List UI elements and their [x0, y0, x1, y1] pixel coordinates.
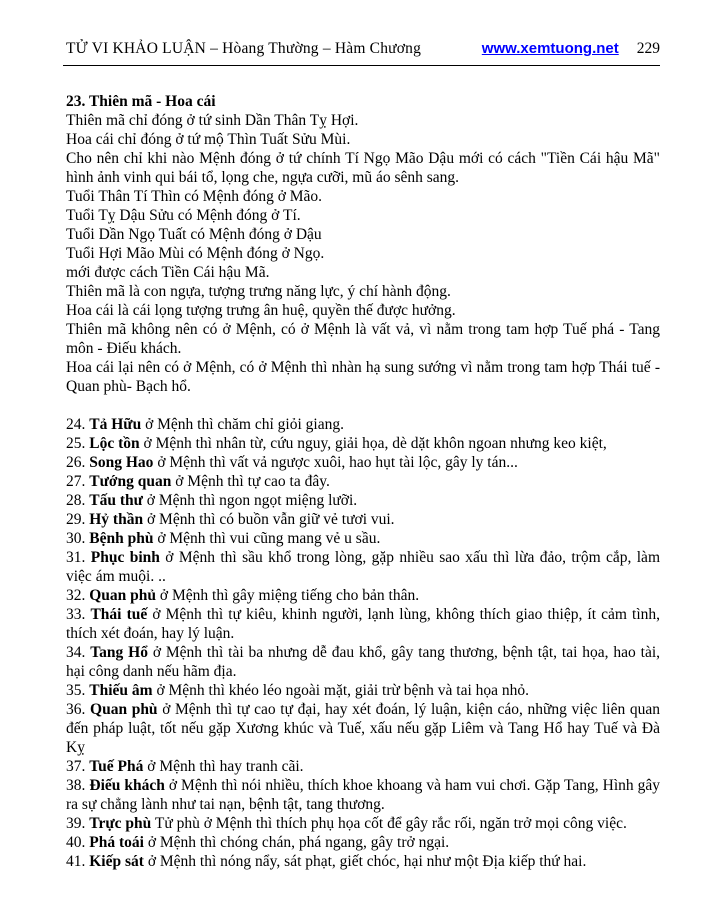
item-star-name: Thái tuế: [90, 606, 148, 623]
item-text: ở Mệnh thì chóng chán, phá ngang, gây trở ngại.: [143, 834, 450, 851]
list-item: [66, 643, 660, 681]
item-star-name: Quan phù: [90, 701, 158, 718]
paragraph-spacer: [66, 396, 660, 415]
list-item: [66, 472, 660, 491]
list-item: [66, 776, 660, 814]
page-number: 229: [636, 40, 660, 57]
item-number: 27.: [66, 473, 90, 490]
item-text: ở Mệnh thì nóng nẩy, sát phạt, giết chóc, hại như một Địa kiếp thứ hai.: [143, 853, 587, 870]
section-heading: 23. Thiên mã - Hoa cái: [66, 93, 216, 110]
paragraph: Cho nên chỉ khi nào Mệnh đóng ở tứ chính Tí Ngọ Mão Dậu mới có cách "Tiền Cái hậu Mã" hình ảnh vinh qui bái tổ, lọng che, ngựa cưỡi, mũ áo sênh sang.: [66, 150, 660, 186]
item-star-name: Phục binh: [90, 549, 160, 566]
item-number: 34.: [66, 644, 91, 661]
item-text: ở Mệnh thì gây miệng tiếng cho bản thân.: [156, 587, 420, 604]
item-number: 35.: [66, 682, 90, 699]
paragraph: Tuổi Dần Ngọ Tuất có Mệnh đóng ở Dậu: [66, 226, 322, 243]
item-number: 24.: [66, 416, 90, 433]
star-list: [66, 415, 660, 871]
list-item: [66, 434, 660, 453]
item-text: ở Mệnh thì vất vả ngược xuôi, hao hụt tài lộc, gây ly tán...: [153, 454, 518, 471]
document-content: [66, 92, 660, 871]
paragraph: Tuổi Tỵ Dậu Sửu có Mệnh đóng ở Tí.: [66, 207, 301, 224]
list-item: [66, 491, 660, 510]
item-text: ở Mệnh thì nhân từ, cứu nguy, giải họa, dè dặt khôn ngoan nhưng keo kiệt,: [139, 435, 607, 452]
item-star-name: Điếu khách: [89, 777, 165, 794]
item-number: 28.: [66, 492, 90, 509]
item-text: ở Mệnh thì ngon ngọt miệng lưỡi.: [142, 492, 358, 509]
item-number: 26.: [66, 454, 90, 471]
item-star-name: Trực phù: [89, 815, 152, 832]
item-star-name: Hỷ thần: [89, 511, 144, 528]
website-link[interactable]: www.xemtuong.net: [481, 40, 619, 57]
item-star-name: Tấu thư: [89, 492, 143, 509]
item-number: 37.: [66, 758, 90, 775]
paragraph: Tuổi Hợi Mão Mùi có Mệnh đóng ở Ngọ.: [66, 245, 325, 262]
intro-paragraphs: [66, 111, 660, 396]
item-text: ở Mệnh thì tự cao ta đây.: [171, 473, 330, 490]
item-star-name: Quan phủ: [89, 587, 157, 604]
item-text: ở Mệnh thì tài ba nhưng dễ đau khổ, gây tang thương, bệnh tật, tai họa, hao tài, hại công danh nếu hãm địa.: [66, 644, 661, 680]
page-header: [66, 40, 660, 58]
item-text: ở Mệnh thì khéo léo ngoài mặt, giải trừ bệnh và tai họa nhỏ.: [152, 682, 530, 699]
item-number: 32.: [66, 587, 90, 604]
list-item: [66, 605, 660, 643]
item-star-name: Phá toái: [89, 834, 144, 851]
item-text: ở Mệnh thì sầu khổ trong lòng, gặp nhiều sao xấu thì lừa đảo, trộm cắp, làm việc ám muội. ..: [66, 549, 660, 585]
paragraph: Hoa cái lại nên có ở Mệnh, có ở Mệnh thì nhàn hạ sung sướng vì nằm trong tam hợp Thái tuế - Quan phù- Bạch hổ.: [66, 359, 660, 395]
item-star-name: Tướng quan: [89, 473, 172, 490]
item-number: 31.: [66, 549, 91, 566]
header-right: [482, 40, 660, 58]
list-item: [66, 548, 660, 586]
list-item: [66, 757, 660, 776]
item-star-name: Tuế Phá: [89, 758, 144, 775]
item-text: Tử phù ở Mệnh thì thích phụ họa cốt để gây rắc rối, ngăn trở mọi công việc.: [151, 815, 627, 832]
item-number: 38.: [66, 777, 90, 794]
item-number: 36.: [66, 701, 91, 718]
item-number: 40.: [66, 834, 90, 851]
paragraph: Thiên mã chỉ đóng ở tứ sinh Dần Thân Tỵ Hợi.: [66, 112, 359, 129]
header-title: TỬ VI KHẢO LUẬN – Hòang Thường – Hàm Chương: [66, 40, 422, 57]
list-item: [66, 833, 660, 852]
item-text: ở Mệnh thì có buồn vẫn giữ vẻ tươi vui.: [143, 511, 395, 528]
item-star-name: Bệnh phù: [89, 530, 154, 547]
item-star-name: Lộc tồn: [89, 435, 140, 452]
item-text: ở Mệnh thì hay tranh cãi.: [143, 758, 304, 775]
paragraph: Thiên mã không nên có ở Mệnh, có ở Mệnh là vất vả, vì nằm trong tam hợp Tuế phá - Tang môn - Điếu khách.: [66, 321, 660, 357]
item-number: 41.: [66, 853, 90, 870]
list-item: [66, 453, 660, 472]
item-star-name: Song Hao: [89, 454, 154, 471]
paragraph: Tuổi Thân Tí Thìn có Mệnh đóng ở Mão.: [66, 188, 323, 205]
item-star-name: Thiếu âm: [89, 682, 153, 699]
item-star-name: Tang Hổ: [90, 644, 148, 661]
item-number: 25.: [66, 435, 90, 452]
list-item: [66, 681, 660, 700]
paragraph: Hoa cái là cái lọng tượng trưng ân huệ, quyền thế được hưởng.: [66, 302, 456, 319]
item-text: ở Mệnh thì nói nhiều, thích khoe khoang và ham vui chơi. Gặp Tang, Hình gây ra sự chẳng lành như tai nạn, bệnh tật, tang thương.: [66, 777, 660, 813]
list-item: [66, 700, 660, 757]
item-number: 39.: [66, 815, 90, 832]
item-number: 33.: [66, 606, 91, 623]
item-text: ở Mệnh thì chăm chỉ giỏi giang.: [141, 416, 344, 433]
item-text: ở Mệnh thì tự cao tự đại, hay xét đoán, lý luận, kiện cáo, những việc liên quan đến pháp luật, tốt nếu gặp Xương khúc và Tuế, xấu nếu gặp Liêm và Tang Hổ hay Tuế và Đà Kỵ: [66, 701, 660, 756]
item-star-name: Tả Hữu: [89, 416, 142, 433]
list-item: [66, 529, 660, 548]
list-item: [66, 415, 660, 434]
paragraph: Thiên mã là con ngựa, tượng trưng năng lực, ý chí hành động.: [66, 283, 451, 300]
item-star-name: Kiếp sát: [89, 853, 144, 870]
item-number: 29.: [66, 511, 90, 528]
list-item: [66, 814, 660, 833]
item-text: ở Mệnh thì tự kiêu, khinh người, lạnh lùng, không thích giao thiệp, ít cảm tình, thích xét đoán, hay lý luận.: [66, 606, 660, 642]
list-item: [66, 510, 660, 529]
list-item: [66, 852, 660, 871]
paragraph: mới được cách Tiền Cái hậu Mã.: [66, 264, 270, 281]
item-number: 30.: [66, 530, 90, 547]
paragraph: Hoa cái chỉ đóng ở tứ mộ Thìn Tuất Sửu Mùi.: [66, 131, 351, 148]
item-text: ở Mệnh thì vui cũng mang vẻ u sầu.: [153, 530, 381, 547]
header-divider: [63, 65, 660, 66]
list-item: [66, 586, 660, 605]
